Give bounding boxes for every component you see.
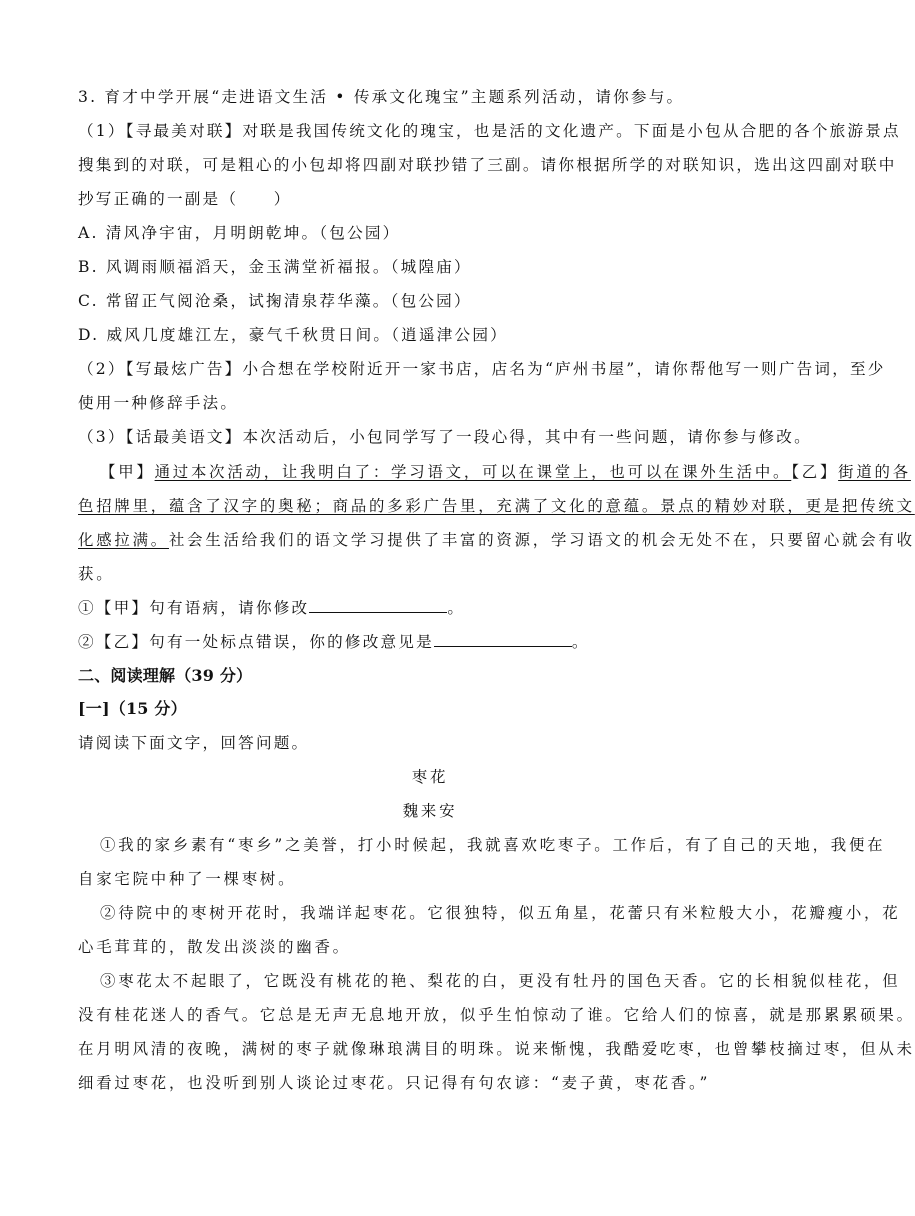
article-para-3-line-3: 在月明风清的夜晚，满树的枣子就像琳琅满目的明珠。说来惭愧，我酷爱吃枣，也曾攀枝摘过枣，但从未 xyxy=(78,1040,915,1058)
option-a: A. 清风净宇宙，月明朗乾坤。（包公园） xyxy=(78,224,401,242)
option-d: D. 威风几度雄江左，豪气千秋贯日间。（逍遥津公园） xyxy=(78,326,508,344)
sub-question-2-end: 。 xyxy=(571,633,590,651)
sub-question-2-text: ②【乙】句有一处标点错误，你的修改意见是 xyxy=(78,633,434,651)
passage-line-1 xyxy=(100,462,911,482)
passage-sentence-jia: 通过本次活动，让我明白了：学习语文，可以在课堂上，也可以在课外生活中。 xyxy=(154,463,792,481)
sub-question-1 xyxy=(78,598,782,618)
question-3-part1-line3: 抄写正确的一副是（ ） xyxy=(78,190,292,208)
article-title: 枣花 xyxy=(411,768,449,786)
option-c: C. 常留正气阅沧桑，试掬清泉荐华藻。（包公园） xyxy=(78,292,472,310)
passage-line-4: 获。 xyxy=(78,565,115,583)
article-para-3-line-2: 没有桂花迷人的香气。它总是无声无息地开放，似乎生怕惊动了谁。它给人们的惊喜，就是那累累硕果。 xyxy=(78,1006,915,1024)
sub-question-1-text: ①【甲】句有语病，请你修改 xyxy=(78,599,310,617)
answer-blank-2[interactable] xyxy=(434,632,572,647)
passage-line-3 xyxy=(78,530,915,550)
section-2-part-1: [一]（15 分） xyxy=(78,699,187,718)
passage-mark-yi: 【乙】 xyxy=(791,463,839,481)
article-para-1-line-2: 自家宅院中种了一棵枣树。 xyxy=(78,870,297,888)
sub-question-2 xyxy=(78,632,782,652)
sub-question-1-end: 。 xyxy=(447,599,466,617)
passage-line-3-rest: 社会生活给我们的语文学习提供了丰富的资源，学习语文的机会无处不在，只要留心就会有收 xyxy=(168,531,915,549)
question-3-part2-line1: （2）【写最炫广告】小合想在学校附近开一家书店，店名为“庐州书屋”，请你帮他写一则广告词，至少 xyxy=(78,360,886,378)
passage-line-2: 色招牌里，蕴含了汉字的奥秘；商品的多彩广告里，充满了文化的意蕴。景点的精妙对联，更是把传统文 xyxy=(78,497,915,515)
question-3-part1-line2: 搜集到的对联，可是粗心的小包却将四副对联抄错了三副。请你根据所学的对联知识，选出这四副对联中 xyxy=(78,156,897,174)
option-b: B. 风调雨顺福滔天，金玉满堂祈福报。（城隍庙） xyxy=(78,258,472,276)
article-para-1-line-1: ①我的家乡素有“枣乡”之美誉，打小时候起，我就喜欢吃枣子。工作后，有了自己的天地，我便在 xyxy=(100,836,886,854)
section-2-instruction: 请阅读下面文字，回答问题。 xyxy=(78,734,310,752)
question-3-part3-line1: （3）【话最美语文】本次活动后，小包同学写了一段心得，其中有一些问题，请你参与修改。 xyxy=(78,428,812,446)
article-author: 魏来安 xyxy=(402,802,458,820)
passage-mark-jia: 【甲】 xyxy=(100,463,155,481)
article-para-2-line-2: 心毛茸茸的，散发出淡淡的幽香。 xyxy=(78,938,351,956)
answer-blank-1[interactable] xyxy=(309,598,447,613)
question-3-stem: 3. 育才中学开展“走进语文生活 • 传承文化瑰宝”主题系列活动，请你参与。 xyxy=(78,88,685,106)
passage-sentence-yi-start: 街道的各 xyxy=(838,463,911,481)
question-3-part2-line2: 使用一种修辞手法。 xyxy=(78,394,239,412)
article-para-3-line-1: ③枣花太不起眼了，它既没有桃花的艳、梨花的白，更没有牡丹的国色天香。它的长相貌似桂花，但 xyxy=(100,972,901,990)
passage-sentence-yi-end: 化感拉满。 xyxy=(78,531,169,549)
question-3-part1-line1: （1）【寻最美对联】对联是我国传统文化的瑰宝，也是活的文化遗产。下面是小包从合肥的各个旅游景点 xyxy=(78,122,901,140)
section-2-title: 二、阅读理解（39 分） xyxy=(78,666,253,685)
article-para-2-line-1: ②待院中的枣树开花时，我端详起枣花。它很独特，似五角星，花蕾只有米粒般大小，花瓣瘦小，花 xyxy=(100,904,901,922)
article-para-3-line-4: 细看过枣花，也没听到别人谈论过枣花。只记得有句农谚：“麦子黄，枣花香。” xyxy=(78,1074,711,1092)
